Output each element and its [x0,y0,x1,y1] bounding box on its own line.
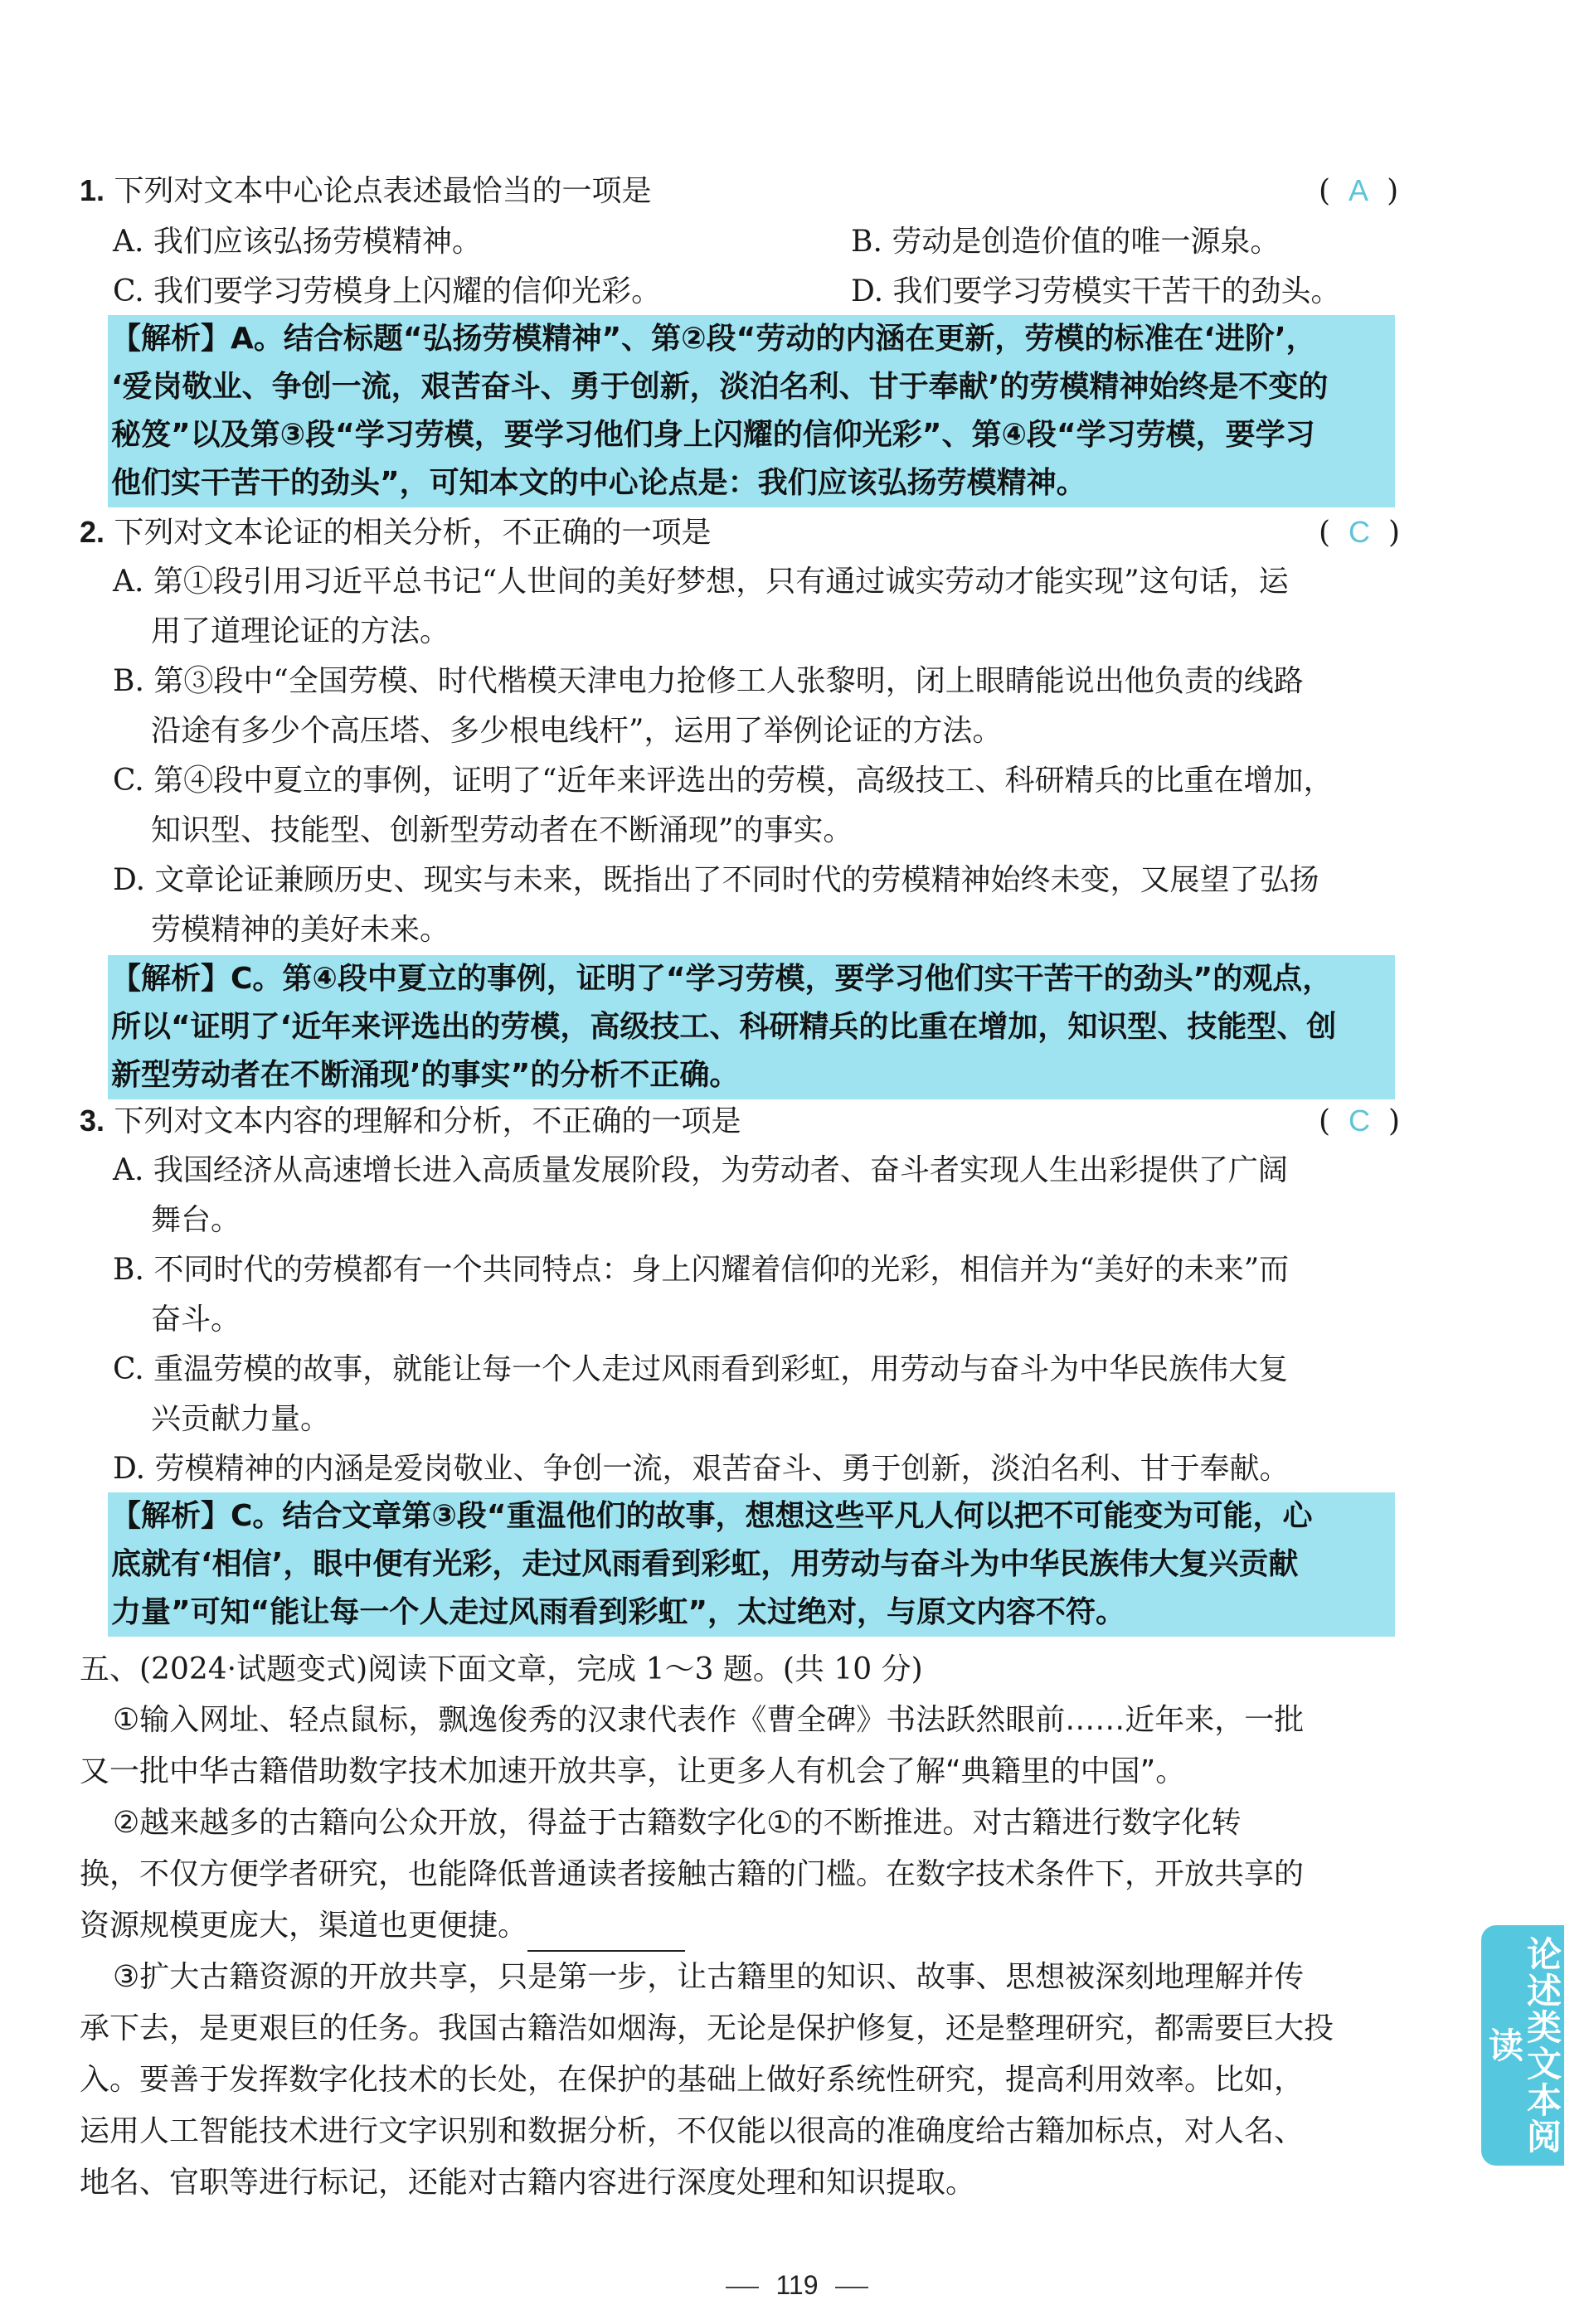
q2-option-b-line1: B. 第③段中“全国劳模、时代楷模天津电力抢修工人张黎明，闭上眼睛能说出他负责的线路 [113,664,1304,698]
q2-answer: C [1349,515,1371,549]
q2-explanation-line: 所以“证明了‘近年来评选出的劳模，高级技工、科研精兵的比重在增加，知识型、技能型、创 [111,1010,1337,1044]
q2-option-c-line1: C. 第④段中夏立的事例，证明了“近年来评选出的劳模，高级技工、科研精兵的比重在增加， [113,764,1334,798]
q2-stem-text: 下列对文本论证的相关分析，不正确的一项是 [114,516,712,550]
q2-stem [80,507,712,558]
q3-option-c-line2: 兴贡献力量。 [151,1402,331,1436]
q3-answer: C [1349,1104,1371,1138]
q2-option-a-line2: 用了道理论证的方法。 [151,614,450,648]
q3-option-b-line2: 奋斗。 [151,1303,241,1337]
paragraph-2-line3 [80,1900,685,1952]
paragraph-2-line3-text: 资源规模更庞大，渠道也更便捷。 [80,1909,528,1943]
fill-in-blank [527,1920,685,1952]
q3-explanation-line: 【解析】C。结合文章第③段“重温他们的故事，想想这些平凡人何以把不可能变为可能，心 [111,1499,1313,1533]
q2-option-c-line2: 知识型、技能型、创新型劳动者在不断涌现”的事实。 [151,813,853,847]
q1-stem-text: 下列对文本中心论点表述最恰当的一项是 [114,174,652,208]
paragraph-3-line2: 承下去，是更艰巨的任务。我国古籍浩如烟海，无论是保护修复，还是整理研究，都需要巨大投 [80,2011,1334,2045]
q1-number: 1. [80,173,105,207]
q3-stem-text: 下列对文本内容的理解和分析，不正确的一项是 [114,1104,741,1138]
q2-explanation-line: 新型劳动者在不断涌现’的事实”的分析不正确。 [111,1058,740,1092]
q2-answer-bracket: ( C ) [1319,515,1401,550]
q1-option-a: A. 我们应该弘扬劳模精神。 [113,225,482,259]
q3-option-d: D. 劳模精神的内涵是爱岗敬业、争创一流，艰苦奋斗、勇于创新，淡泊名利、甘于奉献。 [113,1452,1290,1486]
q3-explanation-line: 底就有‘相信’，眼中便有光彩，走过风雨看到彩虹，用劳动与奋斗为中华民族伟大复兴贡献 [111,1547,1299,1581]
q3-option-a-line1: A. 我国经济从高速增长进入高质量发展阶段，为劳动者、奋斗者实现人生出彩提供了广阔 [113,1153,1288,1187]
q3-option-b-line1: B. 不同时代的劳模都有一个共同特点：身上闪耀着信仰的光彩，相信并为“美好的未来”而 [113,1253,1290,1287]
q1-answer-bracket: ( A ) [1319,173,1399,208]
q1-option-b: B. 劳动是创造价值的唯一源泉。 [851,225,1281,259]
q1-explanation-line: ‘爱岗敬业、争创一流，艰苦奋斗、勇于创新，淡泊名利、甘于奉献’的劳模精神始终是不变的 [111,370,1329,404]
q2-number: 2. [80,515,105,549]
q1-explanation-line: 【解析】A。结合标题“弘扬劳模精神”、第②段“劳动的内涵在更新，劳模的标准在‘进阶’， [111,322,1316,356]
q3-number: 3. [80,1104,105,1138]
paragraph-1-line1: ①输入网址、轻点鼠标，飘逸俊秀的汉隶代表作《曹全碑》书法跃然眼前……近年来，一批 [113,1703,1305,1737]
dash-right [835,2287,868,2288]
q3-option-a-line2: 舞台。 [151,1203,241,1237]
q1-explanation-line: 他们实干苦干的劲头”，可知本文的中心论点是：我们应该弘扬劳模精神。 [111,466,1086,500]
paragraph-3-line3: 入。要善于发挥数字化技术的长处，在保护的基础上做好系统性研究，提高利用效率。比如， [80,2063,1305,2097]
page-number-value: 119 [775,2270,819,2300]
q1-option-d: D. 我们要学习劳模实干苦干的劲头。 [851,274,1341,308]
q1-stem [80,166,652,216]
q2-explanation [108,955,1395,1099]
q3-option-c-line1: C. 重温劳模的故事，就能让每一个人走过风雨看到彩虹，用劳动与奋斗为中华民族伟大复 [113,1352,1289,1386]
paragraph-2-line2: 换，不仅方便学者研究，也能降低普通读者接触古籍的门槛。在数字技术条件下，开放共享的 [80,1857,1305,1891]
q1-option-c: C. 我们要学习劳模身上闪耀的信仰光彩。 [113,274,662,308]
paragraph-3-line4: 运用人工智能技术进行文字识别和数据分析，不仅能以很高的准确度给古籍加标点，对人名、 [80,2114,1305,2148]
q2-option-d-line2: 劳模精神的美好未来。 [151,913,450,947]
q2-option-b-line2: 沿途有多少个高压塔、多少根电线杆”，运用了举例论证的方法。 [151,714,1003,748]
q3-answer-bracket: ( C ) [1319,1104,1401,1138]
q1-answer: A [1349,173,1369,207]
section-five-heading: 五、(2024·试题变式)阅读下面文章，完成 1～3 题。(共 10 分) [80,1652,923,1686]
q2-option-d-line1: D. 文章论证兼顾历史、现实与未来，既指出了不同时代的劳模精神始终未变，又展望了弘扬 [113,863,1319,897]
q2-explanation-line: 【解析】C。第④段中夏立的事例，证明了“学习劳模，要学习他们实干苦干的劲头”的观点， [111,962,1333,996]
q1-explanation [108,315,1395,507]
q1-explanation-line: 秘笈”以及第③段“学习劳模，要学习他们身上闪耀的信仰光彩”、第④段“学习劳模，要学习 [111,418,1315,452]
q3-stem [80,1096,741,1147]
paragraph-3-line1: ③扩大古籍资源的开放共享，只是第一步，让古籍里的知识、故事、思想被深刻地理解并传 [113,1960,1305,1994]
dash-left [726,2287,759,2288]
paragraph-2-line1: ②越来越多的古籍向公众开放，得益于古籍数字化①的不断推进。对古籍进行数字化转 [113,1806,1242,1840]
paragraph-3-line5: 地名、官职等进行标记，还能对古籍内容进行深度处理和知识提取。 [80,2166,976,2200]
q2-option-a-line1: A. 第①段引用习近平总书记“人世间的美好梦想，只有通过诚实劳动才能实现”这句话，运 [113,565,1289,599]
chapter-side-tab [1481,1925,1564,2166]
chapter-side-tab-label: 论述类文本阅读 [1484,1936,1562,2155]
paragraph-1-line2: 又一批中华古籍借助数字技术加速开放共享，让更多人有机会了解“典籍里的中国”。 [80,1754,1186,1788]
q3-explanation [108,1492,1395,1637]
q3-explanation-line: 力量”可知“能让每一个人走过风雨看到彩虹”，太过绝对，与原文内容不符。 [111,1595,1125,1629]
page-number [0,2270,1594,2301]
